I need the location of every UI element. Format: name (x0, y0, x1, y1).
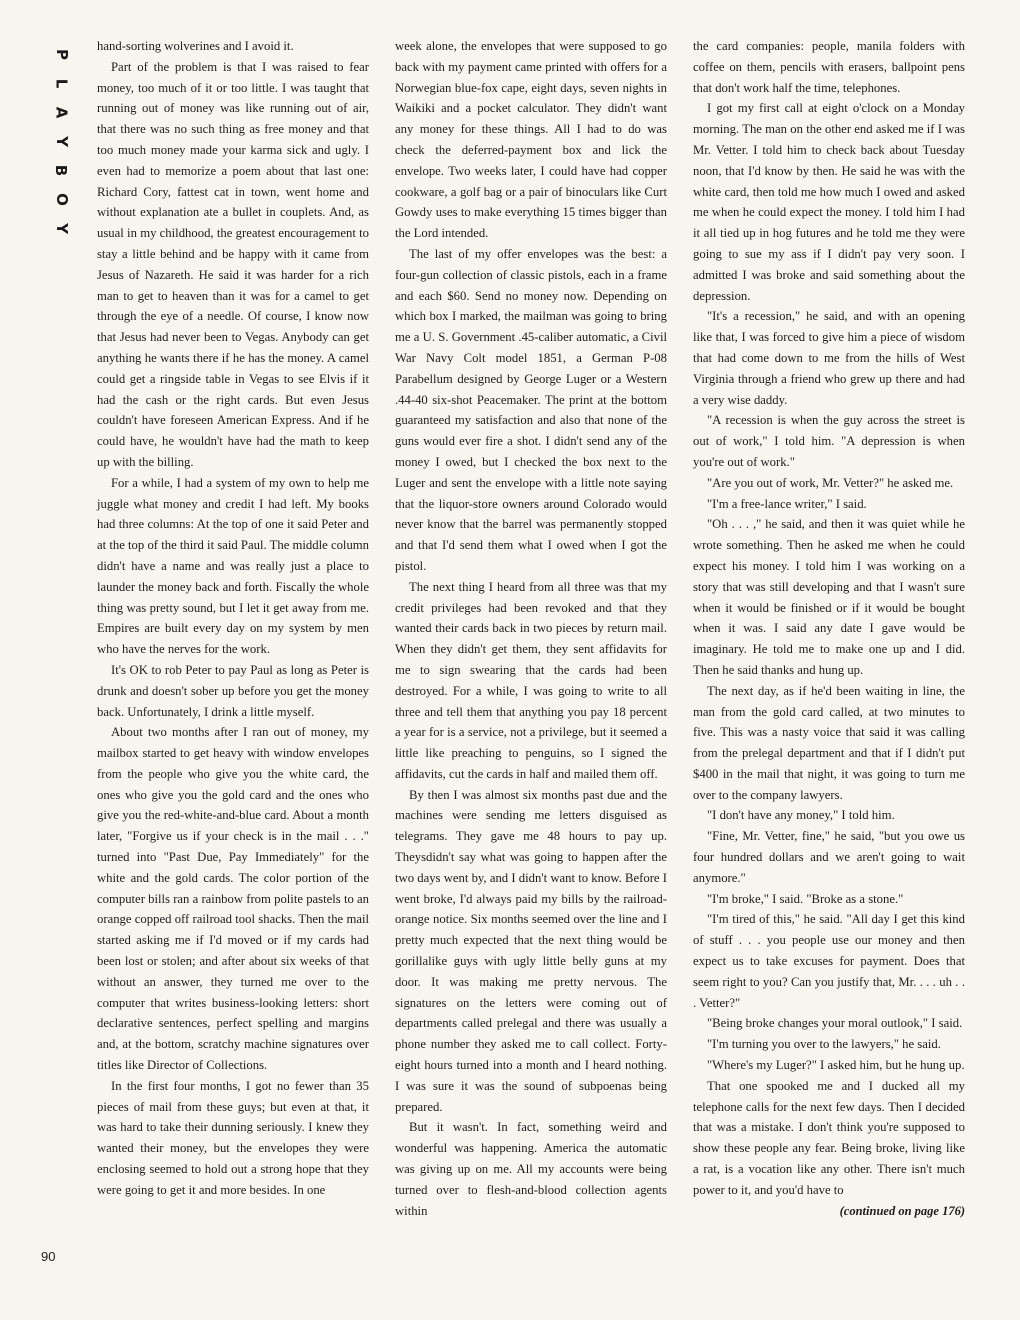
sidebar-letter: B (52, 164, 71, 177)
page-number: 90 (41, 1249, 56, 1264)
paragraph: By then I was almost six months past due and the machines were sending me letters disguised as telegrams. They gave me 48 hours to pay up. Theysdidn't say what was going to happen after the two days went by, and I didn't want to know. Before I went broke, I'd always paid my bills by the railroad-orange notice. Six months seemed over the line and I pretty much expected that the next thing would be gorillalike guys with ugly little belly guns at my door. It was making me pretty nervous. The signatures on the letters were coming out of departments called prelegal and there was usually a phone number they asked me to call collect. Forty-eight hours turned into a month and I heard nothing. I was sure it was the sound of subpoenas being prepared. (395, 787, 667, 1114)
paragraph: the card companies: people, manila folders with coffee on them, pencils with erasers, ballpoint pens that don't work half the time, telephones. (693, 39, 965, 95)
paragraph: "It's a recession," he said, and with an opening like that, I was forced to give him a piece of wisdom that had come down to me from the hills of West Virginia through a friend who grew up there and had a very wise daddy. (693, 309, 965, 407)
text-column-1 (97, 36, 369, 1276)
paragraph: "A recession is when the guy across the street is out of work," I told him. "A depression is when you're out of work." (693, 413, 965, 469)
paragraph: The last of my offer envelopes was the best: a four-gun collection of classic pistols, each in a frame and each $60. Send no money now. Depending on which box I marked, the mailman was going to bring me a U. S. Government .45-caliber automatic, a Civil War Navy Colt model 1851, a German P-08 Parabellum designed by George Luger or a Western .44-40 six-shot Peacemaker. The print at the bottom guaranteed my satisfaction and also that none of the guns would ever fire a shot. I didn't send any of the money I owed, but I checked the box next to the Luger and sent the envelope with a little note saying that the liquor-store owners around Colorado would never know that the barrel was permanently stopped and that I'd send them what I owed when I got the pistol. (395, 246, 667, 573)
article-body (97, 36, 967, 1276)
sidebar-letter: P (52, 49, 71, 60)
paragraph: "Are you out of work, Mr. Vetter?" he asked me. (707, 475, 954, 490)
paragraph: Part of the problem is that I was raised to fear money, too much of it or too little. I was taught that running out of money was like running out of air, that there was no such thing as free money and that too much money made your karma sick and ugly. I even had to memorize a poem about that last one: Richard Cory, fattest cat in town, went home and without explanation ate a bullet in couplets. And, as usual in my childhood, the greatest encouragement to stay a little behind and be happy with it came from Jesus of Nazareth. He said it was harder for a rich man to get to heaven than it was for a camel to get through the eye of a needle. Of course, I know now that Jesus had never been to Vegas. Anybody can get anything he wants there if he has the money. A camel could get a ringside table in Vegas to see Elvis if it had the cash or the right cards. But even Jesus couldn't have foreseen American Express. And if he could have, he wouldn't have had the math to keep up with the billing. (97, 59, 369, 469)
paragraph: But it wasn't. In fact, something weird and wonderful was happening. America the automatic was giving up on me. All my accounts were being turned over to flesh-and-blood collection agents within (395, 1120, 667, 1218)
paragraph: "I'm tired of this," he said. "All day I get this kind of stuff . . . you people use our money and then expect us to take excuses for payment. Does that seem right to you? Can you justify that, Mr. . . . uh . . . Vetter?" (693, 912, 965, 1010)
paragraph: "Where's my Luger?" I asked him, but he hung up. (707, 1058, 965, 1073)
paragraph: "I don't have any money," I told him. (707, 808, 895, 823)
sidebar-letter: Y (52, 136, 71, 147)
paragraph: "I'm a free-lance writer," I said. (707, 496, 867, 511)
paragraph: That one spooked me and I ducked all my telephone calls for the next few days. Then I decided that was a mistake. I don't think you're supposed to show these people any fear. Being broke, living like a rat, is a vocation like any other. There isn't much power to it, and you'd have to (693, 1078, 965, 1197)
paragraph: The next thing I heard from all three was that my credit privileges had been revoked and that they wanted their cards back in two pieces by return mail. When they didn't get them, they sent affidavits for me to sign swearing that the cards had been destroyed. For a while, I was going to write to all three and tell them that anything you pay 18 percent a year for is a service, not a privilege, but it seemed a little like preaching to penguins, so I signed the affidavits, cut the cards in half and mailed them off. (395, 579, 667, 781)
paragraph: It's OK to rob Peter to pay Paul as long as Peter is drunk and doesn't sober up before you get the money back. Unfortunately, I drink a little myself. (97, 662, 369, 719)
paragraph: "Fine, Mr. Vetter, fine," he said, "but you owe us four hundred dollars and we aren't going to wait anymore." (693, 829, 965, 885)
paragraph: About two months after I ran out of money, my mailbox started to get heavy with window envelopes from the people who give you the white card, the ones who give you the gold card and the ones who give you the red-white-and-blue card. About a month later, "Forgive us if your check is in the mail . . ." turned into "Past Due, Pay Immediately" for the white and the gold cards. The color portion of the computer bills ran a rainbow from polite pastels to an orange copped off railroad tool shacks. Then the mail started asking me if I'd moved or if my cards had been lost or stolen; and after about six weeks of that without an answer, they turned me over to the computer that writes business-looking letters: short declarative sentences, perfect spelling and margins and, at the bottom, scratchy machine signatures over titles like Director of Collections. (97, 725, 369, 1073)
paragraph: "I'm turning you over to the lawyers," he said. (707, 1037, 941, 1052)
magazine-name-vertical (48, 40, 74, 243)
sidebar-letter: O (52, 193, 71, 206)
paragraph: hand-sorting wolverines and I avoid it. (97, 39, 294, 53)
paragraph: "Being broke changes your moral outlook," I said. (707, 1016, 963, 1031)
sidebar-letter: Y (52, 223, 71, 234)
continued-note: (continued on page 176) (839, 1203, 965, 1218)
paragraph: I got my first call at eight o'clock on a Monday morning. The man on the other end asked me if I was Mr. Vetter. I told him to check back about Tuesday noon, that I'd know by then. He said he was with the white card, then told me how much I owed and asked me when he could expect the money. I told him I had it all tied up in hog futures and he told me they were going to sue my ass if I didn't pay very soon. I admitted I was broke and said something about the depression. (693, 101, 965, 303)
sidebar-letter: A (52, 106, 71, 119)
paragraph: In the first four months, I got no fewer than 35 pieces of mail from these guys; but even at that, it was hard to take their dunning seriously. I knew they wanted their money, but the envelopes they were enclosing seemed to hold out a strong hope that they were going to get it and more besides. In one (97, 1078, 369, 1197)
paragraph: week alone, the envelopes that were supposed to go back with my payment came printed with offers for a Norwegian blue-fox cape, eight days, seven nights in Waikiki and a pocket calculator. They didn't want any money for these things. All I had to do was check the deferred-payment box and lick the envelope. Two weeks later, I could have had copper cookware, a golf bag or a pair of binoculars like Curt Gowdy uses to make everything 15 times bigger than the Lord intended. (395, 39, 667, 241)
paragraph: "I'm broke," I said. "Broke as a stone." (707, 891, 904, 906)
paragraph: For a while, I had a system of my own to help me juggle what money and credit I had left. My books had three columns: At the top of one it said Peter and at the top of the third it said Paul. The middle column didn't have a name and was really just a place to launder the money back and forth. Fiscally the whole thing was pretty sound, but I let it get away from me. Empires are built every day on my system by men who have the nerves for the work. (97, 475, 369, 657)
text-column-2 (395, 36, 667, 1276)
sidebar-letter: L (52, 78, 71, 89)
paragraph: "Oh . . . ," he said, and then it was quiet while he wrote something. Then he asked me when he could expect his money. I told him I was working on a story that was still developing and that I wasn't sure when it would be finished or if it would be bought when it was. I said any date I gave would be imaginary. He told me to make one up and I did. Then he said thanks and hung up. (693, 517, 965, 677)
text-column-3 (693, 36, 965, 1276)
paragraph: The next day, as if he'd been waiting in line, the man from the gold card called, at two minutes to five. This was a nasty voice that said it was calling from the prelegal department and that if I didn't put $400 in the mail that night, it was going to turn me over to the company lawyers. (693, 683, 965, 802)
